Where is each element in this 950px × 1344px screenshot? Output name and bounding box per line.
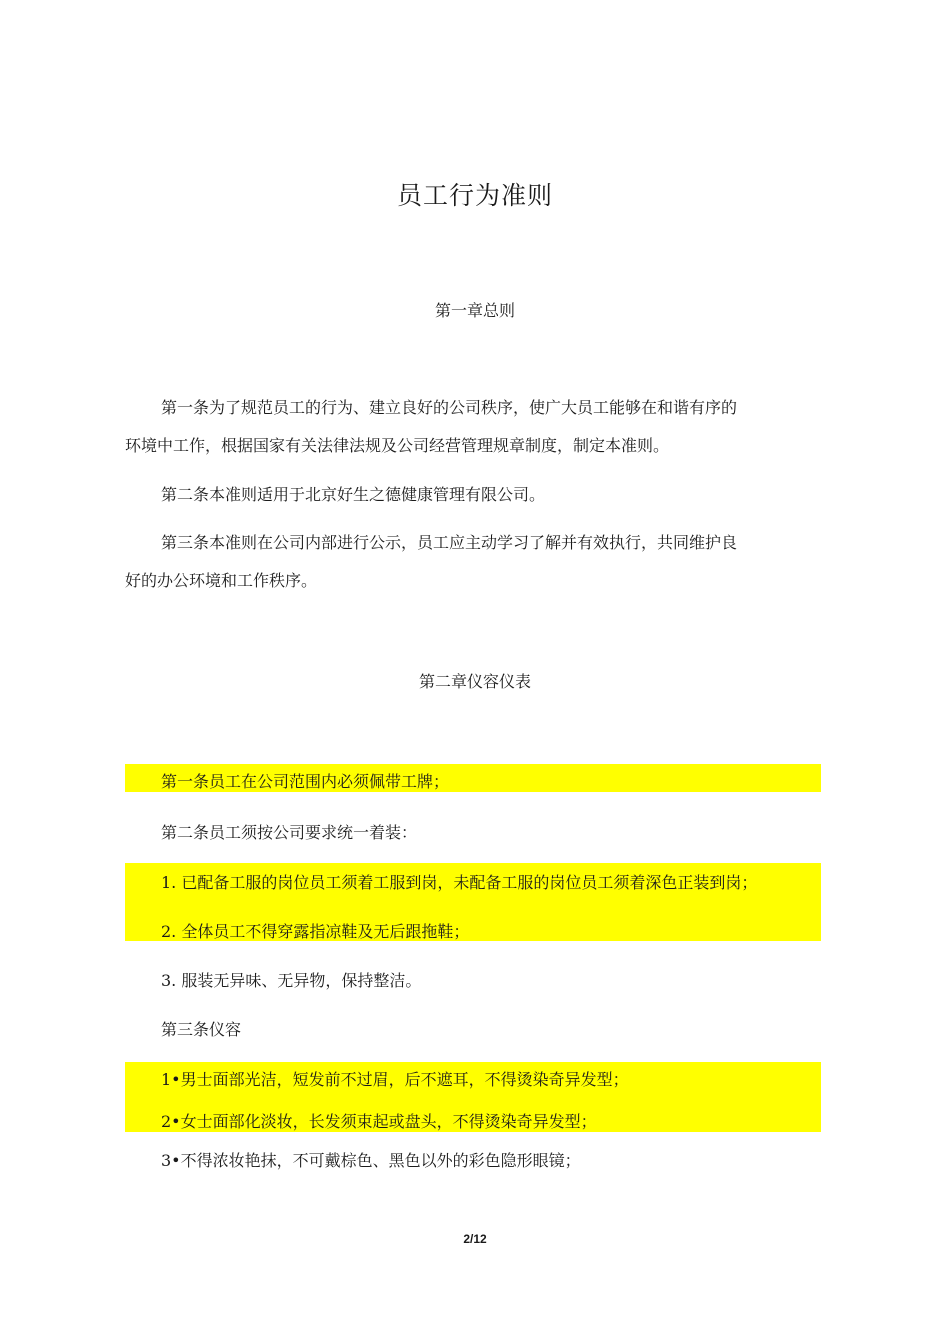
article-3-line-2: 好的办公环境和工作秩序。 bbox=[125, 571, 318, 590]
chapter-1-heading: 第一章总则 bbox=[434, 301, 515, 320]
dress-item: 1. 已配备工服的岗位员工须着工服到岗，未配备工服的岗位员工须着深色正装到岗； bbox=[161, 873, 758, 892]
chapter-1-article-1 bbox=[125, 389, 825, 465]
chapter-2-article-3: 第三条仪容 bbox=[161, 1020, 242, 1039]
dress-item: 3. 服装无异味、无异物，保持整洁。 bbox=[161, 971, 422, 990]
chapter-2-heading: 第二章仪容仪表 bbox=[418, 672, 531, 691]
chapter-1-article-2 bbox=[125, 476, 825, 514]
chapter-1-article-3 bbox=[125, 524, 825, 600]
chapter-2-article-1: 第一条员工在公司范围内必须佩带工牌； bbox=[161, 772, 450, 791]
article-1-line-2: 环境中工作，根据国家有关法律法规及公司经营管理规章制度，制定本准则。 bbox=[125, 436, 670, 455]
page-number: 2/12 bbox=[463, 1232, 487, 1246]
chapter-2-article-2: 第二条员工须按公司要求统一着装： bbox=[161, 823, 418, 842]
dress-item: 2. 全体员工不得穿露指凉鞋及无后跟拖鞋； bbox=[161, 922, 470, 941]
document-title: 员工行为准则 bbox=[396, 181, 553, 210]
article-3-line-1: 第三条本准则在公司内部进行公示，员工应主动学习了解并有效执行，共同维护良 bbox=[161, 533, 738, 552]
grooming-item: 1•男士面部光洁，短发前不过眉，后不遮耳，不得烫染奇异发型； bbox=[161, 1070, 629, 1089]
grooming-item: 3•不得浓妆艳抹，不可戴棕色、黑色以外的彩色隐形眼镜； bbox=[161, 1151, 581, 1170]
grooming-item: 2•女士面部化淡妆，长发须束起或盘头，不得烫染奇异发型； bbox=[161, 1112, 597, 1131]
article-1-line-1: 第一条为了规范员工的行为、建立良好的公司秩序，使广大员工能够在和谐有序的 bbox=[161, 398, 738, 417]
article-2-line: 第二条本准则适用于北京好生之德健康管理有限公司。 bbox=[161, 485, 546, 504]
